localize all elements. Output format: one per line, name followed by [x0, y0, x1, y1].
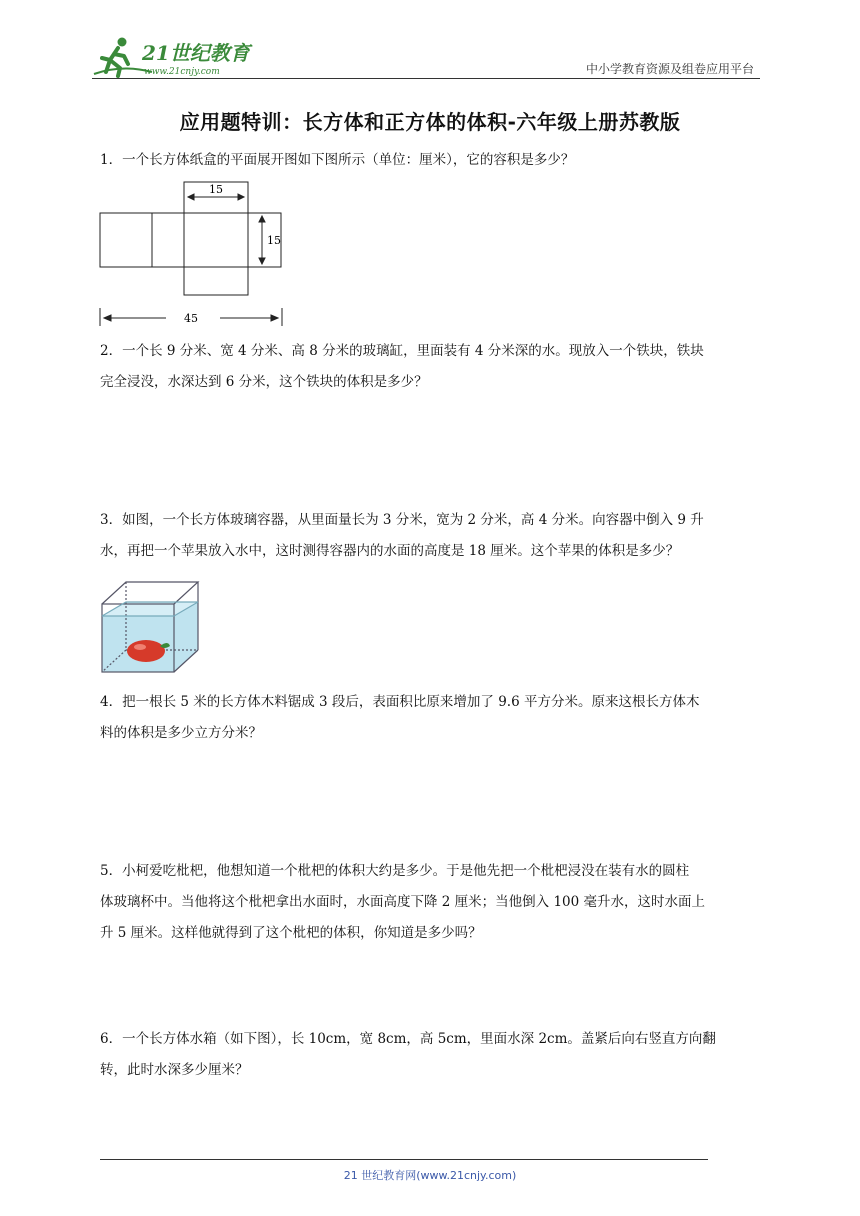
logo-url: www.21cnjy.com: [144, 67, 220, 77]
question-6-line-2: 转，此时水深多少厘米？: [100, 1062, 249, 1078]
question-6: [100, 1024, 762, 1086]
glass-container-figure: [100, 580, 202, 674]
question-4: [100, 687, 762, 749]
question-2: [100, 336, 762, 398]
question-4-line-1: 4．把一根长 5 米的长方体木料锯成 3 段后，表面积比原来增加了 9.6 平方分米。原来这根长方体木: [100, 694, 700, 710]
question-4-line-2: 料的体积是多少立方分米？: [100, 725, 262, 741]
question-2-line-1: 2．一个长 9 分米、宽 4 分米、高 8 分米的玻璃缸，里面装有 4 分米深的水。现放入一个铁块，铁块: [100, 343, 704, 359]
footer-text[interactable]: 21 世纪教育网(www.21cnjy.com): [343, 1169, 517, 1182]
label-bottom-45: 45: [184, 312, 198, 325]
dimension-side: [259, 216, 265, 264]
question-5-line-3: 升 5 厘米。这样他就得到了这个枇杷的体积，你知道是多少吗？: [100, 925, 482, 941]
box-net-figure: [96, 178, 291, 328]
label-side-15: 15: [267, 234, 281, 247]
net-face-mid: [152, 213, 184, 267]
net-face-bottom: [184, 267, 248, 295]
question-2-line-2: 完全浸没，水深达到 6 分米，这个铁块的体积是多少？: [100, 374, 428, 390]
platform-name: 中小学教育资源及组卷应用平台: [585, 62, 754, 76]
question-5-line-1: 5．小柯爱吃枇杷，他想知道一个枇杷的体积大约是多少。于是他先把一个枇杷浸没在装有水的圆柱: [100, 863, 690, 879]
label-top-15: 15: [209, 183, 223, 196]
net-face-center: [184, 213, 248, 267]
page-title: 应用题特训：长方体和正方体的体积-六年级上册苏教版: [179, 110, 681, 134]
question-1: [100, 145, 762, 176]
question-3: [100, 505, 762, 567]
question-5: [100, 856, 762, 949]
question-6-line-1: 6．一个长方体水箱（如下图），长 10cm，宽 8cm，高 5cm，里面水深 2cm。盖紧后向右竖直方向翻: [100, 1031, 716, 1047]
footer-divider: [100, 1159, 708, 1160]
net-face-left: [100, 213, 152, 267]
question-3-line-1: 3．如图，一个长方体玻璃容器，从里面量长为 3 分米，宽为 2 分米，高 4 分米。向容器中倒入 9 升: [100, 512, 704, 528]
question-3-line-2: 水，再把一个苹果放入水中，这时测得容器内的水面的高度是 18 厘米。这个苹果的体积是多少？: [100, 543, 680, 559]
logo-text: 21世纪教育: [142, 41, 250, 65]
header-divider: [92, 78, 760, 79]
question-1-line-1: 1．一个长方体纸盒的平面展开图如下图所示（单位：厘米），它的容积是多少？: [100, 152, 575, 168]
logo: [92, 34, 262, 80]
question-5-line-2: 体玻璃杯中。当他将这个枇杷拿出水面时，水面高度下降 2 厘米；当他倒入 100 毫升水，这时水面上: [100, 894, 706, 910]
